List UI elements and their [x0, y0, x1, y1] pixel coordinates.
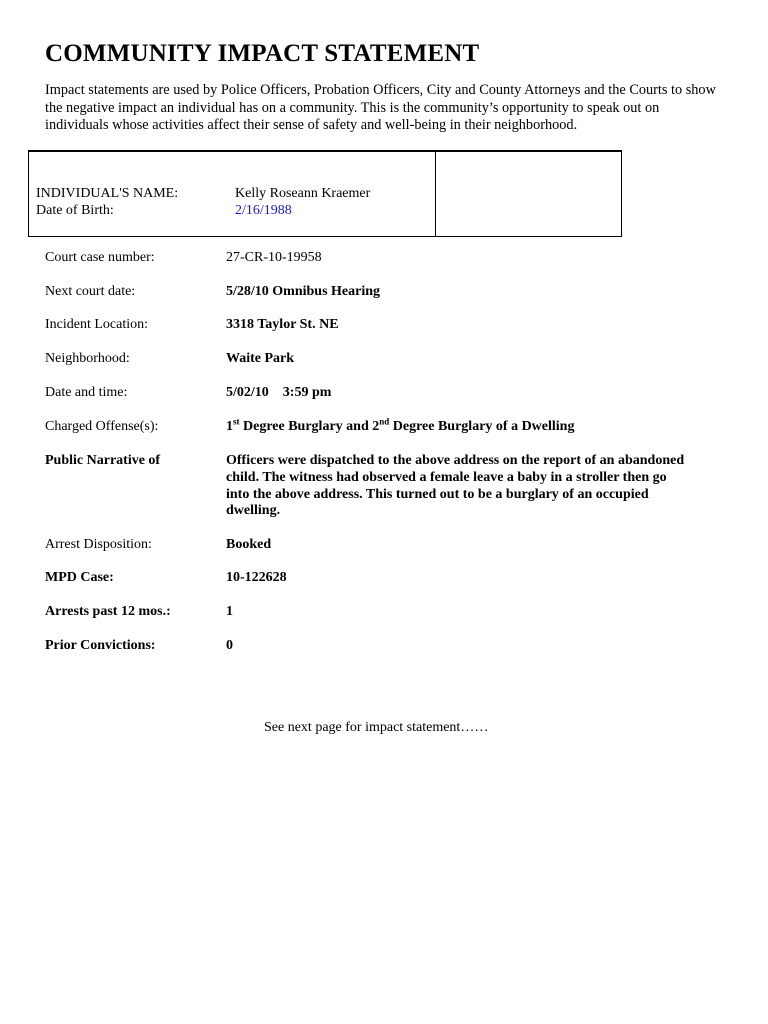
charged-offenses-value — [226, 416, 575, 435]
public-narrative-label: Public Narrative of — [45, 453, 161, 468]
intro-line: the negative impact an individual has on a community. This is the community’s opportunity to speak out on — [45, 99, 660, 116]
offense-superscript: nd — [379, 416, 390, 427]
narrative-line: Officers were dispatched to the above address on the report of an abandoned — [226, 453, 685, 468]
individual-info-box — [28, 150, 622, 237]
arrests-past-12-value: 1 — [226, 604, 233, 619]
arrests-past-12-label: Arrests past 12 mos.: — [45, 604, 171, 619]
arrest-disposition-value: Booked — [226, 537, 272, 552]
narrative-line: into the above address. This turned out to be a burglary of an occupied — [226, 486, 649, 502]
box-divider — [435, 152, 436, 236]
intro-line: Impact statements are used by Police Officers, Probation Officers, City and County Attorneys and the Courts to show — [45, 82, 716, 98]
neighborhood-value: Waite Park — [226, 351, 295, 366]
date-and-time-label: Date and time: — [45, 385, 128, 400]
intro-paragraph — [45, 82, 763, 135]
document-title: COMMUNITY IMPACT STATEMENT — [45, 40, 480, 67]
prior-convictions-value: 0 — [226, 638, 233, 653]
offense-text: Degree Burglary and 2 — [239, 419, 380, 434]
next-court-date-label: Next court date: — [45, 284, 136, 299]
narrative-line: child. The witness had observed a female leave a baby in a stroller then go — [226, 469, 667, 485]
next-court-date-value: 5/28/10 Omnibus Hearing — [226, 284, 381, 299]
offense-text: Degree Burglary of a Dwelling — [389, 419, 575, 434]
neighborhood-label: Neighborhood: — [45, 351, 130, 366]
public-narrative-value — [226, 453, 736, 520]
offense-text: 1 — [226, 419, 233, 434]
dob-label: Date of Birth: — [36, 203, 114, 218]
individual-name-value: Kelly Roseann Kraemer — [235, 186, 371, 201]
incident-location-label: Incident Location: — [45, 317, 149, 332]
mpd-case-label: MPD Case: — [45, 570, 114, 585]
offense-superscript: st — [233, 416, 240, 427]
date-and-time-value: 5/02/10 3:59 pm — [226, 385, 332, 400]
court-case-number-label: Court case number: — [45, 250, 155, 265]
incident-location-value: 3318 Taylor St. NE — [226, 317, 339, 332]
narrative-line: dwelling. — [226, 503, 281, 519]
dob-value: 2/16/1988 — [235, 203, 292, 218]
individual-name-label: INDIVIDUAL'S NAME: — [36, 186, 179, 201]
next-page-note: See next page for impact statement…… — [264, 720, 489, 735]
prior-convictions-label: Prior Convictions: — [45, 638, 156, 653]
arrest-disposition-label: Arrest Disposition: — [45, 537, 152, 552]
mpd-case-value: 10-122628 — [226, 570, 287, 585]
charged-offenses-label: Charged Offense(s): — [45, 419, 159, 434]
intro-line: individuals whose activities affect their sense of safety and well-being in their neighborhood. — [45, 117, 578, 133]
court-case-number-value: 27-CR-10-19958 — [226, 250, 322, 265]
